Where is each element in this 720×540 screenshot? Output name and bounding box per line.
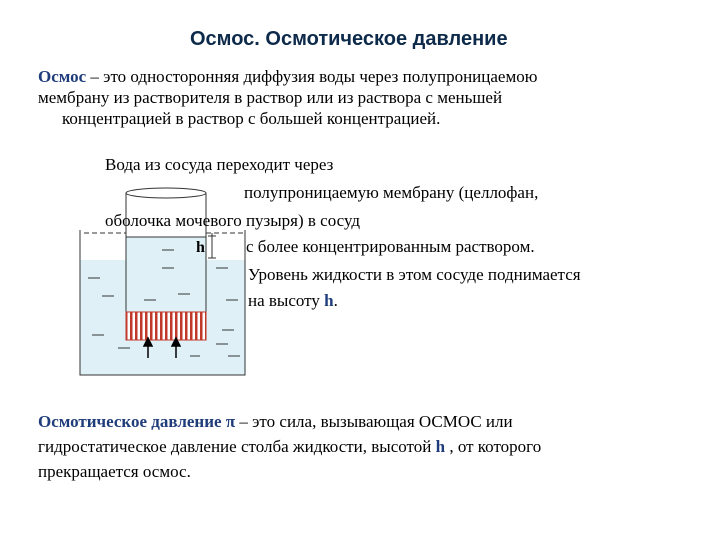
page-title: Осмос. Осмотическое давление: [190, 28, 508, 50]
osmosis-definition: [38, 66, 678, 129]
pressure-line-2-text: гидростатическое давление столба жидкости, высотой: [38, 437, 436, 456]
pressure-height-h: h: [435, 437, 446, 456]
osmosis-term: Осмос: [38, 67, 87, 86]
pressure-line-2-end: , от которого: [445, 437, 542, 456]
definition-line-1-text: – это односторонняя диффузия воды через полупроницаемою: [86, 67, 538, 86]
pressure-line-1: [38, 409, 688, 434]
height-label: h: [196, 239, 205, 256]
description-line-6-end: .: [333, 291, 338, 310]
pressure-line-3: прекращается осмос.: [38, 462, 191, 481]
description-line-5: Уровень жидкости в этом сосуде поднимается: [248, 265, 581, 284]
height-h: h: [324, 291, 334, 310]
description-line-6: [248, 291, 338, 311]
inner-tube-rim: [126, 188, 206, 198]
description-line-4: с более концентрированным раствором.: [246, 237, 535, 256]
description-line-1: Вода из сосуда переходит через: [105, 155, 334, 174]
description-line-2: полупроницаемую мембрану (целлофан,: [244, 183, 539, 202]
description-line-3: оболочка мочевого пузыря) в сосуд: [105, 211, 361, 230]
pressure-line-2: [38, 434, 688, 459]
osmotic-pressure-term: Осмотическое давление π: [38, 412, 236, 431]
description-line-6-text: на высоту: [248, 291, 325, 310]
pressure-line-1-text: – это сила, вызывающая ОСМОС или: [235, 412, 513, 431]
osmotic-pressure-definition: [38, 409, 688, 484]
definition-line-3: концентрацией в раствор с большей концентрацией.: [62, 109, 441, 128]
inner-tube-water: [126, 237, 206, 312]
semipermeable-membrane: [126, 312, 206, 340]
definition-line-2: мембрану из растворителя в раствор или из раствора с меньшей: [38, 88, 503, 107]
definition-line-1: [38, 66, 678, 87]
